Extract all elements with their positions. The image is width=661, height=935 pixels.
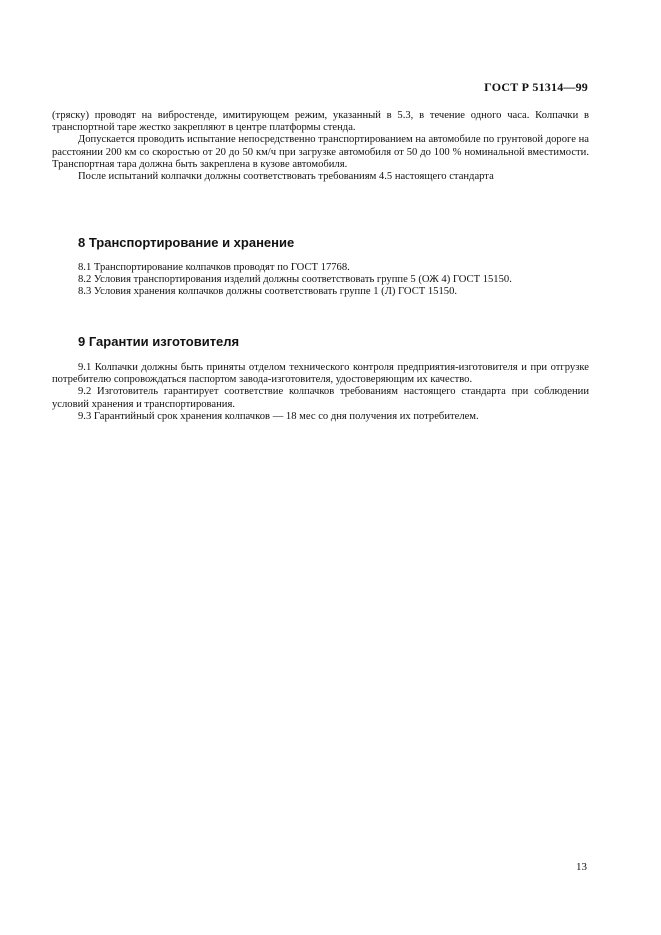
clause-8-1: 8.1 Транспортирование колпачков проводят по ГОСТ 17768. (78, 262, 350, 273)
clause-9-2: 9.2 Изготовитель гарантирует соответствие колпачков требованиям настоящего стандарта при соблюдении условий хранения и транспортирования. (52, 386, 589, 410)
clause-9-3: 9.3 Гарантийный срок хранения колпачков — 18 мес со дня получения их потребителем. (78, 410, 479, 422)
clause-9-1: 9.1 Колпачки должны быть приняты отделом технического контроля предприятия-изготовителя и при отгрузке потребителю сопровождаться паспортом завода-изготовителя, удостоверяющим их качество. (52, 362, 589, 386)
section-8-title: 8 Транспортирование и хранение (78, 235, 295, 250)
clause-8-2: 8.2 Условия транспортирования изделий должны соответствовать группе 5 (ОЖ 4) ГОСТ 15150. (78, 274, 512, 286)
paragraph: (тряску) проводят на вибростенде, имитирующем режим, указанный в 5.3, в течение одного часа. Колпачки в транспортной таре жестко закрепляют в центре платформы стенда. (52, 110, 589, 134)
section-9-body (52, 362, 589, 423)
section-8-body (52, 262, 589, 299)
clause-8-3: 8.3 Условия хранения колпачков должны соответствовать группе 1 (Л) ГОСТ 15150. (78, 286, 458, 298)
document-header: ГОСТ Р 51314—99 (484, 80, 588, 94)
page-number: 13 (576, 861, 587, 873)
intro-text (52, 110, 589, 183)
paragraph: После испытаний колпачки должны соответствовать требованиям 4.5 настоящего стандарта (78, 171, 494, 183)
section-9-title: 9 Гарантии изготовителя (78, 334, 240, 349)
paragraph: Допускается проводить испытание непосредственно транспортированием на автомобиле по грунтовой дороге на расстоянии 200 км со скоростью от 20 до 50 км/ч при загрузке автомобиля от 50 до 100 % номинальной вместимости. Транспортная тара должна быть закреплена в кузове автомобиля. (52, 134, 589, 170)
